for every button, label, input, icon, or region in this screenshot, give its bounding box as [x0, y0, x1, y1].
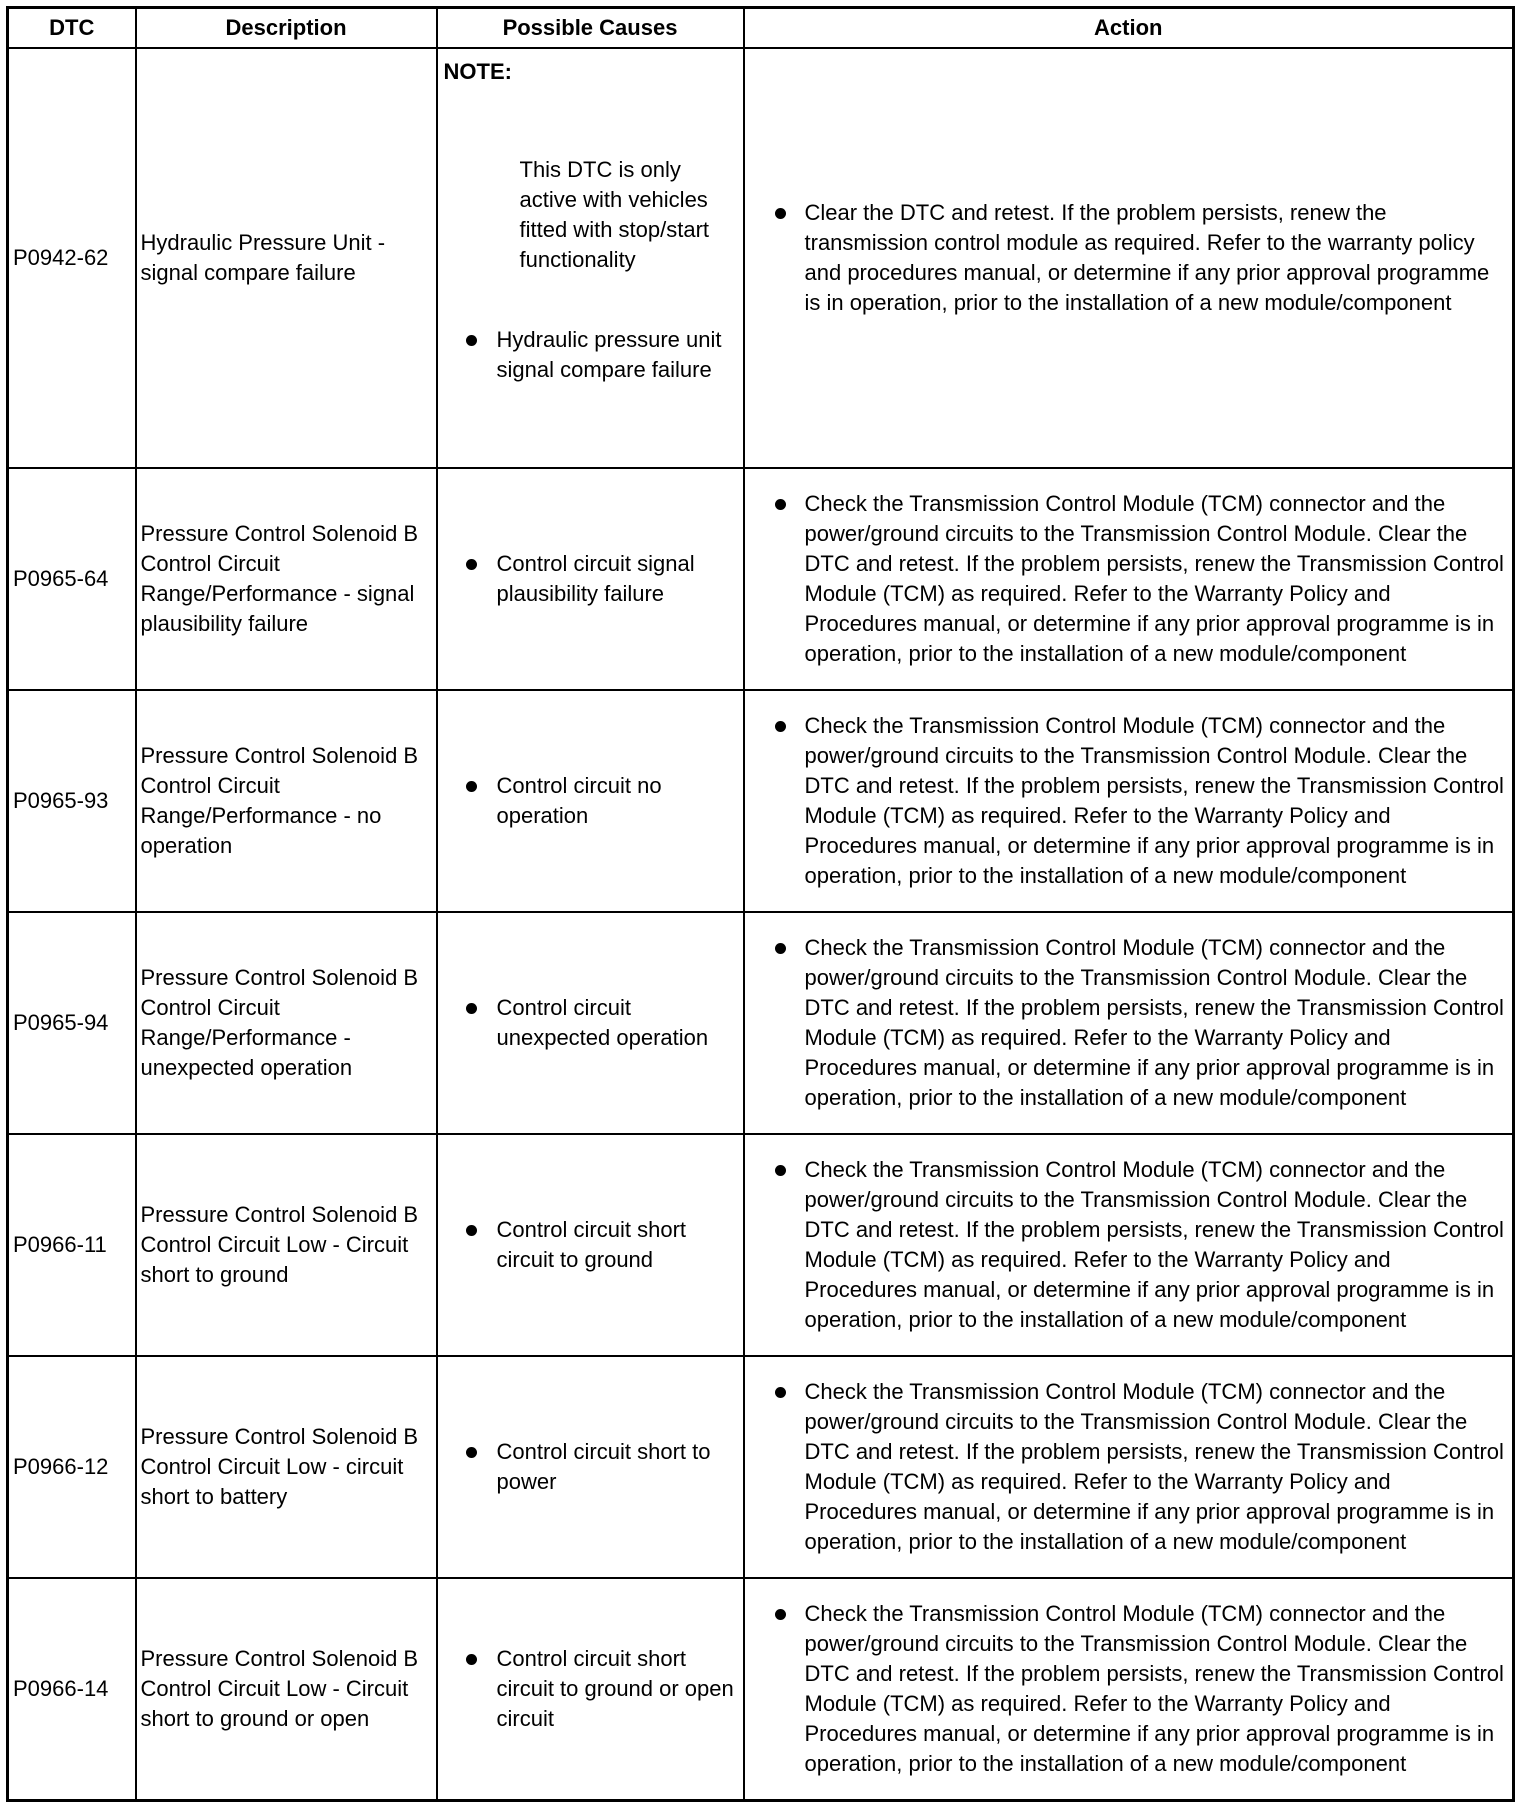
action [744, 690, 1514, 912]
action-item [749, 1377, 1509, 1557]
cause-item [442, 771, 739, 831]
bullet-icon [466, 1654, 477, 1665]
cause-text: Control circuit short to power [496, 1439, 711, 1494]
table-row [8, 48, 1514, 468]
cause-item [442, 325, 739, 385]
action [744, 468, 1514, 690]
bullet-icon [466, 1003, 477, 1014]
note-text: This DTC is only active with vehicles fitted with stop/start functionality [519, 157, 710, 272]
action-text: Check the Transmission Control Module (TCM) connector and the power/ground circuits to the Transmission Control Module. Clear the DTC and retest. If the problem persists, renew the Transmission Control Module (TCM) as required. Refer to the Warranty Policy and Procedures manual, or determine if any prior approval programme is in operation, prior to the installation of a new module/component [804, 1157, 1504, 1332]
cause-text: Control circuit unexpected operation [496, 995, 709, 1050]
cause-item [442, 1215, 739, 1275]
cause-text: Hydraulic pressure unit signal compare failure [496, 327, 722, 382]
cause-item [442, 1644, 739, 1734]
dtc-code: P0965-64 [8, 468, 136, 690]
action-item [749, 198, 1509, 318]
table-row [8, 1578, 1514, 1801]
header-row [8, 8, 1514, 49]
table-row [8, 468, 1514, 690]
table-row [8, 1356, 1514, 1578]
bullet-icon [775, 1387, 786, 1398]
action-item [749, 711, 1509, 891]
cause-text: Control circuit short circuit to ground [496, 1217, 687, 1272]
header-description: Description [136, 8, 437, 49]
dtc-table [6, 6, 1515, 1802]
dtc-code: P0966-14 [8, 1578, 136, 1801]
bullet-icon [466, 1447, 477, 1458]
cause-item [442, 993, 739, 1053]
description: Pressure Control Solenoid B Control Circuit Low - circuit short to battery [136, 1356, 437, 1578]
action-item [749, 1599, 1509, 1779]
dtc-code: P0966-11 [8, 1134, 136, 1356]
bullet-icon [466, 1225, 477, 1236]
possible-causes [437, 468, 744, 690]
description: Pressure Control Solenoid B Control Circuit Range/Performance - unexpected operation [136, 912, 437, 1134]
action-text: Check the Transmission Control Module (TCM) connector and the power/ground circuits to the Transmission Control Module. Clear the DTC and retest. If the problem persists, renew the Transmission Control Module (TCM) as required. Refer to the Warranty Policy and Procedures manual, or determine if any prior approval programme is in operation, prior to the installation of a new module/component [804, 1379, 1504, 1554]
header-action: Action [744, 8, 1514, 49]
possible-causes [437, 1578, 744, 1801]
action-item [749, 933, 1509, 1113]
bullet-icon [775, 721, 786, 732]
possible-causes [437, 690, 744, 912]
header-possible-causes: Possible Causes [437, 8, 744, 49]
bullet-icon [775, 1165, 786, 1176]
action [744, 912, 1514, 1134]
description: Pressure Control Solenoid B Control Circuit Low - Circuit short to ground [136, 1134, 437, 1356]
action [744, 1356, 1514, 1578]
description: Pressure Control Solenoid B Control Circuit Low - Circuit short to ground or open [136, 1578, 437, 1801]
cause-text: Control circuit no operation [496, 773, 662, 828]
possible-causes [437, 912, 744, 1134]
action-text: Check the Transmission Control Module (TCM) connector and the power/ground circuits to the Transmission Control Module. Clear the DTC and retest. If the problem persists, renew the Transmission Control Module (TCM) as required. Refer to the Warranty Policy and Procedures manual, or determine if any prior approval programme is in operation, prior to the installation of a new module/component [804, 1601, 1504, 1776]
bullet-icon [466, 781, 477, 792]
description: Pressure Control Solenoid B Control Circuit Range/Performance - signal plausibility failure [136, 468, 437, 690]
cause-text: Control circuit short circuit to ground or open circuit [496, 1646, 734, 1731]
description: Pressure Control Solenoid B Control Circuit Range/Performance - no operation [136, 690, 437, 912]
action-text: Check the Transmission Control Module (TCM) connector and the power/ground circuits to the Transmission Control Module. Clear the DTC and retest. If the problem persists, renew the Transmission Control Module (TCM) as required. Refer to the Warranty Policy and Procedures manual, or determine if any prior approval programme is in operation, prior to the installation of a new module/component [804, 491, 1504, 666]
dtc-code: P0966-12 [8, 1356, 136, 1578]
dtc-code: P0942-62 [8, 48, 136, 468]
action-item [749, 489, 1509, 669]
bullet-icon [466, 335, 477, 346]
action-text: Clear the DTC and retest. If the problem persists, renew the transmission control module as required. Refer to the warranty policy and procedures manual, or determine if any prior approval programme is in operation, prior to the installation of a new module/component [804, 200, 1490, 315]
bullet-icon [775, 943, 786, 954]
dtc-code: P0965-93 [8, 690, 136, 912]
possible-causes [437, 48, 744, 468]
bullet-icon [775, 499, 786, 510]
action [744, 1578, 1514, 1801]
cause-text: Control circuit signal plausibility failure [496, 551, 695, 606]
table-row [8, 690, 1514, 912]
bullet-icon [466, 559, 477, 570]
action [744, 1134, 1514, 1356]
possible-causes [437, 1356, 744, 1578]
action-text: Check the Transmission Control Module (TCM) connector and the power/ground circuits to the Transmission Control Module. Clear the DTC and retest. If the problem persists, renew the Transmission Control Module (TCM) as required. Refer to the Warranty Policy and Procedures manual, or determine if any prior approval programme is in operation, prior to the installation of a new module/component [804, 935, 1504, 1110]
note-label: NOTE: [443, 59, 512, 84]
table-row [8, 912, 1514, 1134]
action [744, 48, 1514, 468]
possible-causes [437, 1134, 744, 1356]
cause-item [442, 549, 739, 609]
description: Hydraulic Pressure Unit - signal compare failure [136, 48, 437, 468]
table-row [8, 1134, 1514, 1356]
bullet-icon [775, 208, 786, 219]
dtc-code: P0965-94 [8, 912, 136, 1134]
action-item [749, 1155, 1509, 1335]
header-dtc: DTC [8, 8, 136, 49]
action-text: Check the Transmission Control Module (TCM) connector and the power/ground circuits to the Transmission Control Module. Clear the DTC and retest. If the problem persists, renew the Transmission Control Module (TCM) as required. Refer to the Warranty Policy and Procedures manual, or determine if any prior approval programme is in operation, prior to the installation of a new module/component [804, 713, 1504, 888]
bullet-icon [775, 1609, 786, 1620]
cause-item [442, 1437, 739, 1497]
